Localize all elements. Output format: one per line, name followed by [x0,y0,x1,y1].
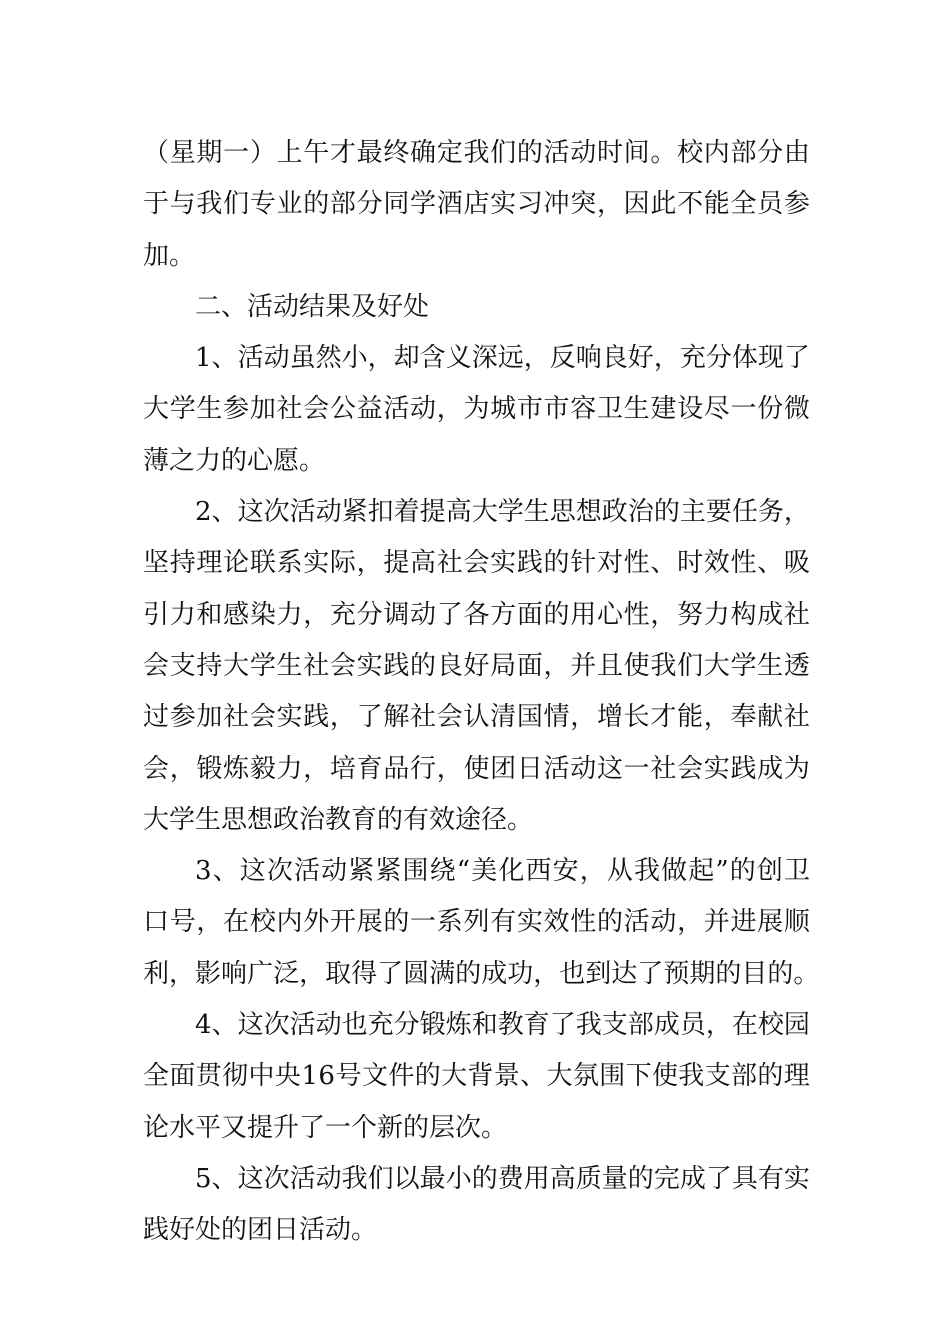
text-line: 4 、 这 次 活 动 也 充 分 锻 炼 和 教 育 了 我 支 部 成 员 ， 在 校 园 [195,1010,810,1041]
text-line: 口 号 ， 在 校 内 外 开 展 的 一 系 列 有 实 效 性 的 活 动 ， 并 进 展 顺 [143,907,810,938]
text-line: 会 ， 锻 炼 毅 力 ， 培 育 品 行 ， 使 团 日 活 动 这 一 社 会 实 践 成 为 [143,753,810,784]
text-line: 二、活动结果及好处 [195,291,430,322]
text-line: 薄之力的心愿。 [143,445,326,476]
text-line: 引 力 和 感 染 力 ， 充 分 调 动 了 各 方 面 的 用 心 性 ， 努 力 构 成 社 [143,599,810,630]
text-line: 论水平又提升了一个新的层次。 [143,1112,508,1143]
text-line: 利 ， 影 响 广 泛 ， 取 得 了 圆 满 的 成 功 ， 也 到 达 了 预 期 的 目 的 。 [143,958,820,989]
text-line: 坚 持 理 论 联 系 实 际 ， 提 高 社 会 实 践 的 针 对 性 、 时 效 性 、 吸 [143,548,810,579]
text-line: 于 与 我 们 专 业 的 部 分 同 学 酒 店 实 习 冲 突 ， 因 此 不 能 全 员 参 [143,189,810,220]
text-line: 2 、 这 次 活 动 紧 扣 着 提 高 大 学 生 思 想 政 治 的 主 要 任 务 ， [195,497,810,528]
text-line: 大学生思想政治教育的有效途径。 [143,804,534,835]
document-body [143,128,820,1257]
text-line: 5 、 这 次 活 动 我 们 以 最 小 的 费 用 高 质 量 的 完 成 了 具 有 实 [195,1163,810,1194]
text-line: 践好处的团日活动。 [143,1215,378,1246]
text-line: 过 参 加 社 会 实 践 ， 了 解 社 会 认 清 国 情 ， 增 长 才 能 ， 奉 献 社 [143,702,810,733]
text-line: 全 面 贯 彻 中 央 1 6 号 文 件 的 大 背 景 、 大 氛 围 下 使 我 支 部 的 理 [143,1061,810,1092]
text-line: 会 支 持 大 学 生 社 会 实 践 的 良 好 局 面 ， 并 且 使 我 们 大 学 生 透 [143,650,810,681]
text-line: 1 、 活 动 虽 然 小 ， 却 含 义 深 远 ， 反 响 良 好 ， 充 分 体 现 了 [195,343,810,374]
text-line: （ 星 期 一 ） 上 午 才 最 终 确 定 我 们 的 活 动 时 间 。 校 内 部 分 由 [143,138,810,168]
text-line: 大 学 生 参 加 社 会 公 益 活 动 ， 为 城 市 市 容 卫 生 建 设 尽 一 份 微 [143,394,810,425]
text-line: 加。 [143,240,196,271]
text-line: 3 、 这 次 活 动 紧 紧 围 绕 “ 美 化 西 安 ， 从 我 做 起 ” 的 创 卫 [195,856,810,887]
